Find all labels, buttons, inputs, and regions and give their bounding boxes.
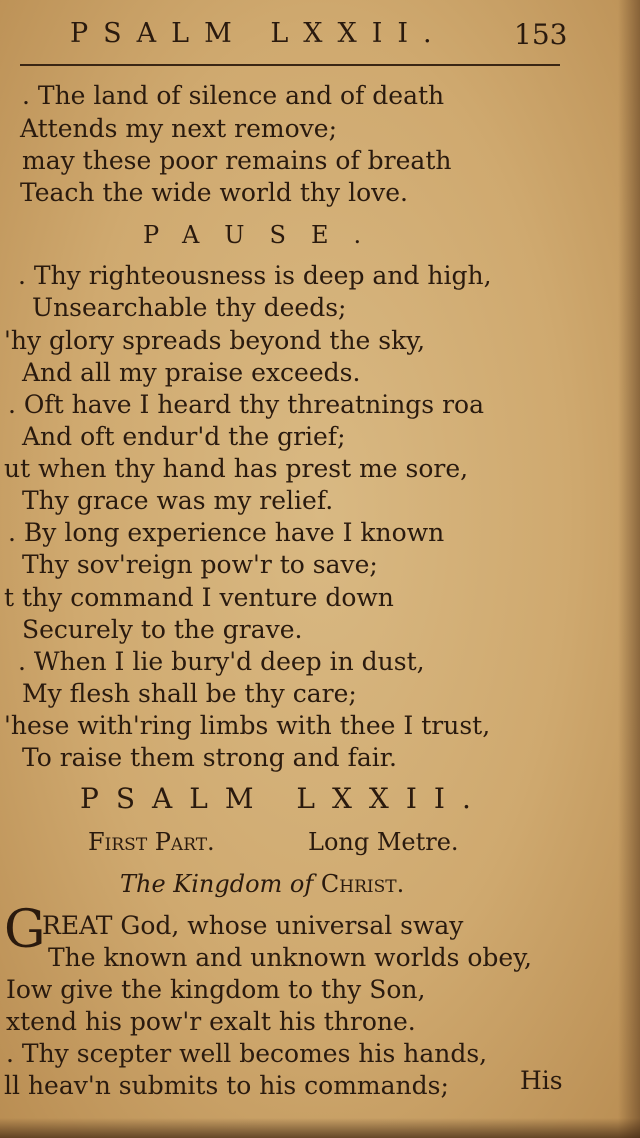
part-label: First Part. bbox=[88, 828, 215, 856]
psalm-subject bbox=[120, 867, 404, 901]
subject-name: Christ. bbox=[320, 870, 405, 898]
page-number: 153 bbox=[514, 18, 568, 51]
catchword: His bbox=[520, 1066, 563, 1095]
verse-line: And all my praise exceeds. bbox=[22, 358, 361, 387]
verse-line: xtend his pow'r exalt his throne. bbox=[6, 1007, 416, 1036]
verse-line: My flesh shall be thy care; bbox=[22, 679, 357, 708]
psalm-heading: PSALM LXXII. bbox=[80, 782, 488, 815]
verse-line: . Thy righteousness is deep and high, bbox=[18, 261, 492, 290]
verse-line: And oft endur'd the grief; bbox=[22, 422, 346, 451]
verse-line: Attends my next remove; bbox=[20, 114, 337, 143]
verse-line: Thy sov'reign pow'r to save; bbox=[22, 550, 378, 579]
verse-line: 'hy glory spreads beyond the sky, bbox=[4, 326, 426, 355]
verse-line: Teach the wide world thy love. bbox=[20, 178, 408, 207]
verse-line: 'hese with'ring limbs with thee I trust, bbox=[4, 711, 491, 740]
verse-line: The known and unknown worlds obey, bbox=[48, 943, 532, 972]
verse-line: t thy command I venture down bbox=[4, 583, 394, 612]
verse-line: . The land of silence and of death bbox=[22, 81, 445, 110]
verse-line: ll heav'n submits to his commands; bbox=[4, 1071, 449, 1100]
verse-line: ut when thy hand has prest me sore, bbox=[4, 454, 469, 483]
verse-line: . When I lie bury'd deep in dust, bbox=[18, 647, 425, 676]
verse-line: Unsearchable thy deeds; bbox=[32, 293, 347, 322]
verse-line: Thy grace was my relief. bbox=[22, 486, 334, 515]
metre-label: Long Metre. bbox=[308, 828, 459, 856]
header-rule bbox=[20, 64, 560, 66]
verse-line: Securely to the grave. bbox=[22, 615, 303, 644]
verse-line: . Oft have I heard thy threatnings roa bbox=[8, 390, 484, 419]
drop-cap: G bbox=[4, 900, 46, 960]
page-edge-shadow bbox=[618, 0, 640, 1138]
pause-heading: PAUSE. bbox=[143, 221, 387, 249]
verse-line: To raise them strong and fair. bbox=[22, 743, 397, 772]
verse-line: REAT God, whose universal sway bbox=[42, 911, 464, 940]
running-head: PSALM LXXII. bbox=[70, 18, 447, 49]
verse-line: may these poor remains of breath bbox=[22, 146, 452, 175]
page-bottom-shadow bbox=[0, 1118, 640, 1138]
subject-italic: The Kingdom of bbox=[120, 870, 314, 898]
verse-line: . Thy scepter well becomes his hands, bbox=[6, 1039, 488, 1068]
verse-line: . By long experience have I known bbox=[8, 518, 445, 547]
verse-line: Iow give the kingdom to thy Son, bbox=[6, 975, 426, 1004]
